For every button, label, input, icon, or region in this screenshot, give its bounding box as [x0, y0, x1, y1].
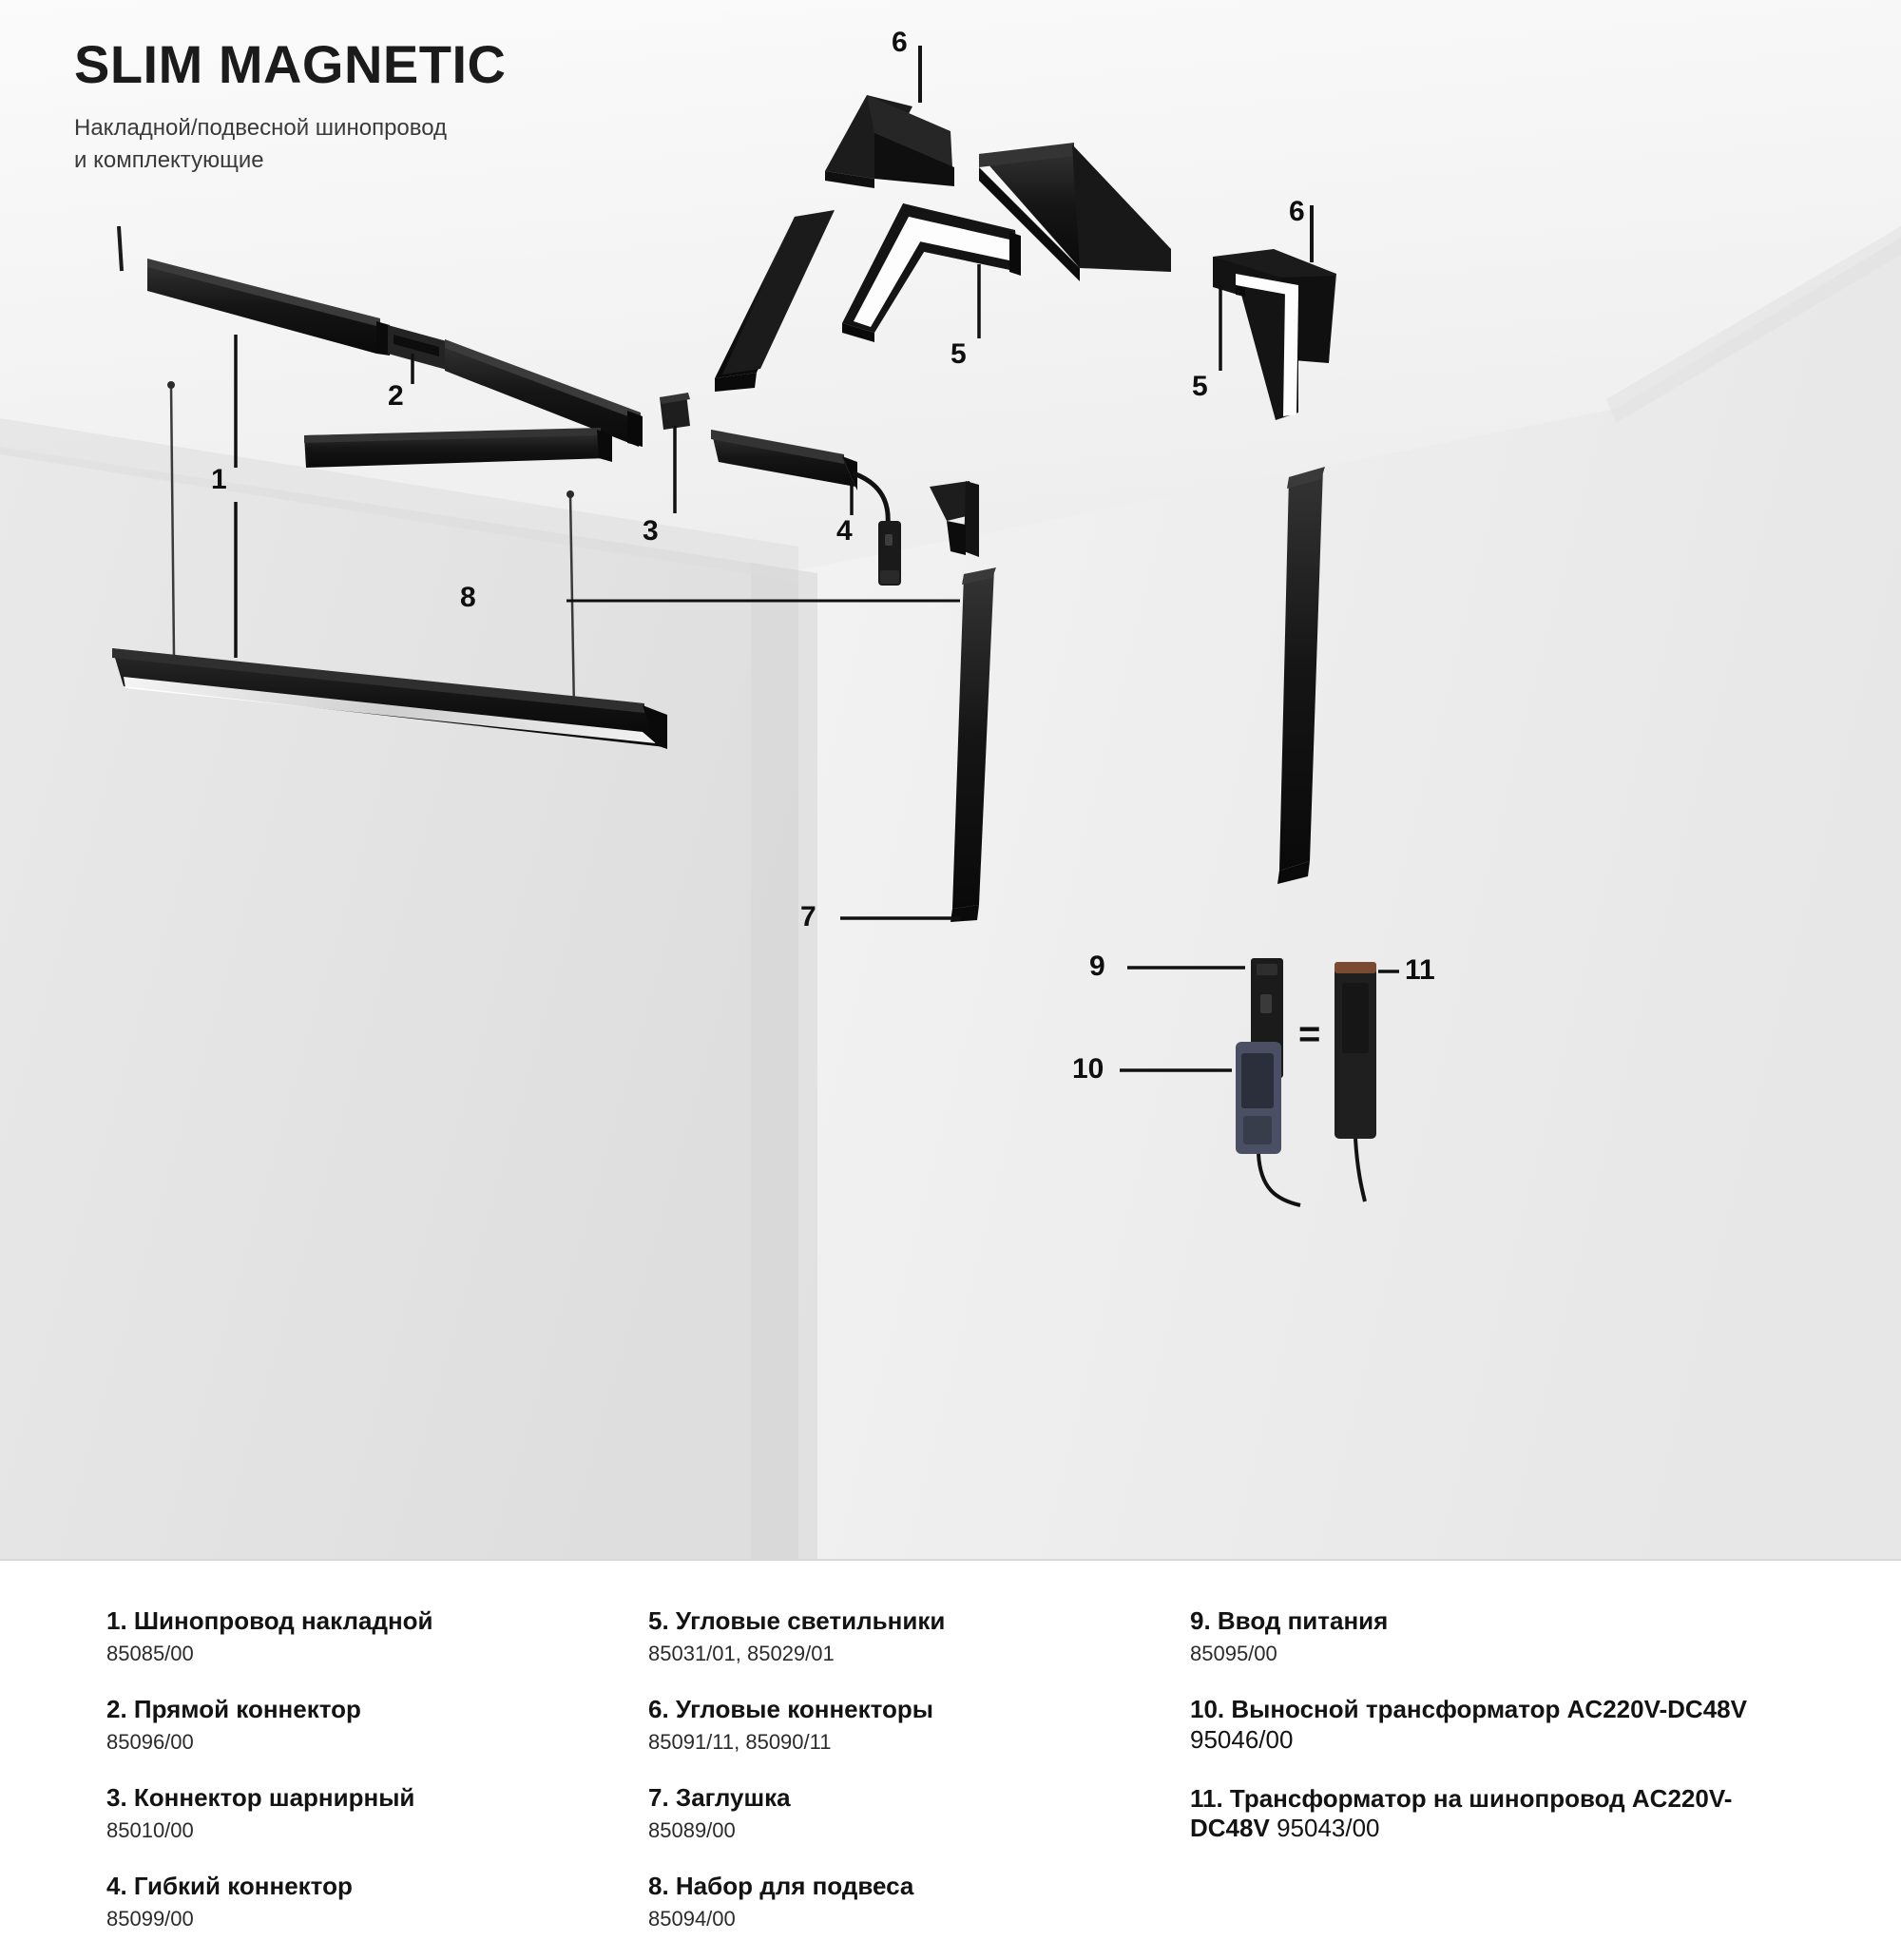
legend-item-7-code: 85089/00: [648, 1817, 736, 1842]
legend-item-1-name: 1. Шинопровод накладной: [106, 1606, 433, 1635]
legend-item-3-code: 85010/00: [106, 1817, 194, 1842]
legend-item-8-name: 8. Набор для подвеса: [648, 1872, 914, 1901]
legend-item-4: [106, 1872, 610, 1931]
callout-6-top: 6: [892, 27, 908, 58]
callout-10: 10: [1072, 1053, 1104, 1085]
callout-11: 11: [1405, 954, 1435, 986]
legend-item-1-code: 85085/00: [106, 1641, 194, 1665]
legend-item-5-name: 5. Угловые светильники: [648, 1606, 946, 1635]
legend-item-9: [1190, 1606, 1798, 1666]
equals-sign: =: [1298, 1013, 1321, 1055]
legend-item-3-name: 3. Коннектор шарнирный: [106, 1783, 415, 1813]
product-hinge-connector: [660, 393, 690, 430]
legend-item-5: [648, 1606, 1152, 1666]
legend-item-6-name: 6. Угловые коннекторы: [648, 1695, 933, 1724]
legend-item-11-name: 11. Трансформатор на шинопровод AC220V-DC48V: [1190, 1783, 1733, 1843]
legend-item-4-name: 4. Гибкий коннектор: [106, 1872, 353, 1901]
callout-4: 4: [836, 515, 853, 547]
legend-columns: [0, 1606, 1901, 1960]
legend-item-10-name: 10. Выносной трансформатор AC220V-DC48V: [1190, 1695, 1747, 1724]
page-subtitle: Накладной/подвесной шинопровод и комплектующие: [74, 115, 448, 174]
legend-column-1: [106, 1606, 648, 1960]
legend-item-9-name: 9. Ввод питания: [1190, 1606, 1389, 1635]
callout-6-right: 6: [1289, 196, 1305, 227]
legend-column-3: [1190, 1606, 1836, 1960]
legend-item-4-code: 85099/00: [106, 1907, 194, 1931]
legend-item-10-code: 95046/00: [1190, 1724, 1294, 1754]
legend-item-7: [648, 1783, 1152, 1843]
legend-column-2: [648, 1606, 1190, 1960]
title-block: [74, 34, 507, 177]
legend-item-1: [106, 1606, 610, 1666]
legend-item-8: [648, 1872, 1152, 1931]
legend-panel: [0, 1559, 1901, 1931]
callout-8: 8: [460, 582, 476, 613]
callout-3: 3: [643, 515, 659, 547]
legend-item-2-name: 2. Прямой коннектор: [106, 1695, 361, 1724]
page-title: SLIM MAGNETIC: [74, 34, 507, 94]
callout-7: 7: [800, 901, 816, 932]
legend-item-2: [106, 1695, 610, 1755]
callout-5-right: 5: [1192, 371, 1208, 402]
callout-1: 1: [211, 464, 227, 495]
legend-item-11: [1190, 1784, 1798, 1844]
legend-item-6: [648, 1695, 1152, 1755]
callout-5-center: 5: [950, 338, 967, 370]
legend-item-7-name: 7. Заглушка: [648, 1783, 791, 1813]
callout-9: 9: [1089, 951, 1105, 982]
legend-item-5-code: 85031/01, 85029/01: [648, 1641, 835, 1665]
legend-item-6-code: 85091/11, 85090/11: [648, 1729, 832, 1754]
legend-item-8-code: 85094/00: [648, 1907, 736, 1931]
legend-item-2-code: 85096/00: [106, 1729, 194, 1754]
legend-item-3: [106, 1783, 610, 1843]
callout-2: 2: [388, 380, 404, 412]
legend-item-11-code: 95043/00: [1277, 1814, 1380, 1843]
legend-item-10: [1190, 1695, 1798, 1755]
legend-item-9-code: 85095/00: [1190, 1641, 1277, 1665]
